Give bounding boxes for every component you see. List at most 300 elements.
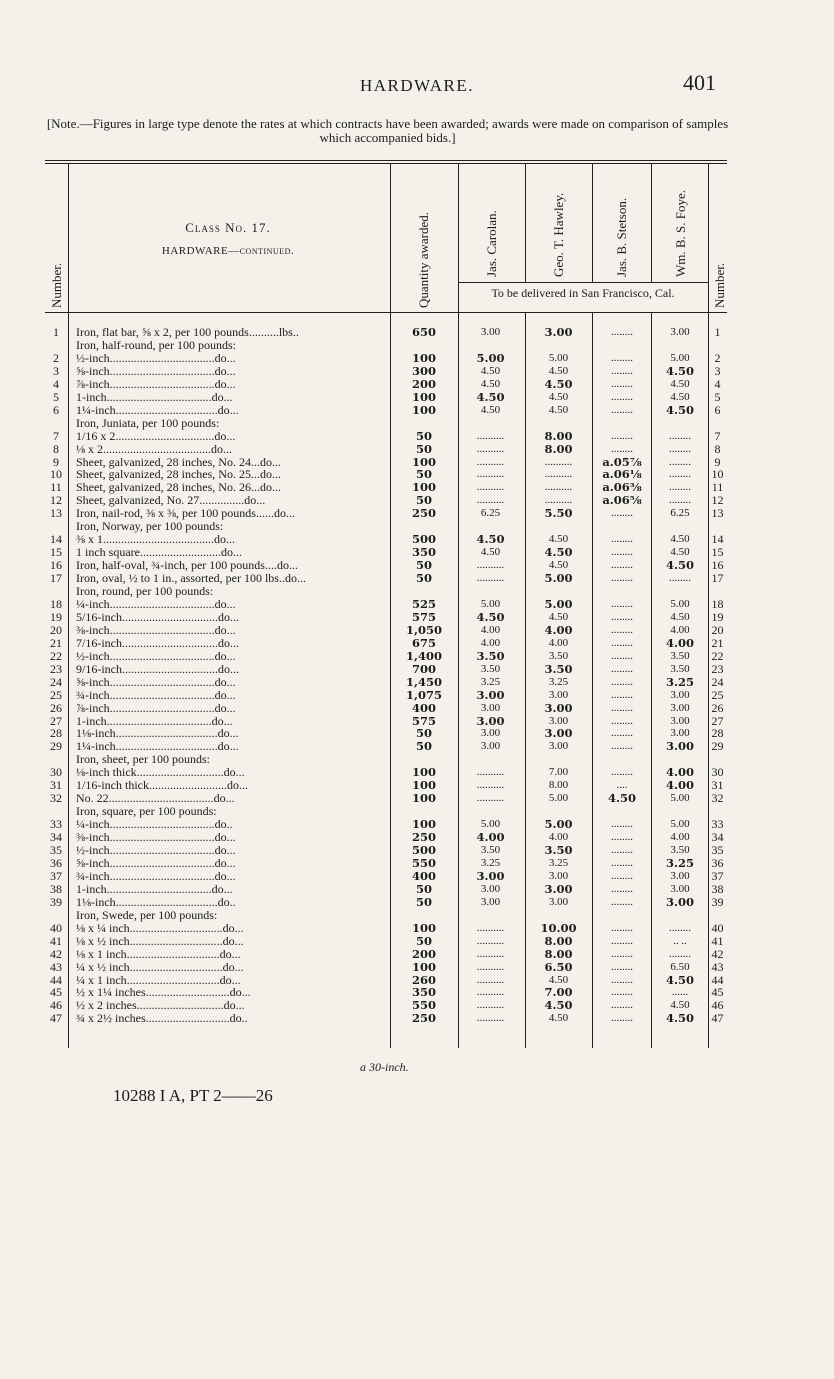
bid-value: 3.00 bbox=[670, 326, 690, 338]
quantity-awarded: 500 bbox=[411, 533, 436, 547]
bid-value: 5.00 bbox=[480, 818, 501, 831]
item-description: ⅛ x 1 inch...............................do... bbox=[76, 947, 241, 961]
row-number-right: 17 bbox=[711, 572, 724, 586]
table-row bbox=[45, 961, 727, 974]
bid-value: .......... bbox=[476, 1012, 505, 1025]
bid-value: 4.50 bbox=[476, 610, 505, 624]
bid-value: 3.00 bbox=[480, 895, 501, 908]
table-row bbox=[45, 326, 727, 339]
row-number: 10 bbox=[50, 468, 62, 482]
col-header-bidder-3: Jas. B. Stetson. bbox=[614, 197, 629, 277]
bid-value: ........ bbox=[611, 429, 633, 442]
row-number: 46 bbox=[50, 999, 62, 1013]
bid-value: 4.50 bbox=[670, 999, 690, 1012]
bid-value: 3.00 bbox=[670, 869, 690, 882]
table-row bbox=[45, 430, 727, 443]
row-number: 22 bbox=[50, 649, 62, 663]
item-description: ¾ x 2½ inches............................do.. bbox=[76, 1012, 248, 1026]
item-description: ⅝-inch...................................do... bbox=[76, 675, 236, 689]
bid-value: 4.50 bbox=[665, 973, 694, 987]
row-number: 40 bbox=[50, 921, 62, 935]
table-row bbox=[45, 598, 727, 611]
item-description: ⅛-inch thick.............................do... bbox=[76, 766, 245, 780]
table-row bbox=[45, 572, 727, 585]
table-row bbox=[45, 922, 727, 935]
bid-value: ........ bbox=[611, 326, 633, 338]
bid-value: .......... bbox=[476, 999, 505, 1012]
table-row bbox=[45, 650, 727, 663]
row-number-right: 8 bbox=[714, 442, 721, 456]
item-description: 1-inch...................................do... bbox=[76, 882, 233, 896]
row-number-right: 18 bbox=[711, 597, 724, 611]
group-heading: Iron, square, per 100 pounds: bbox=[76, 805, 217, 819]
row-number-right: 43 bbox=[711, 960, 724, 974]
bid-value: 5.00 bbox=[670, 792, 690, 805]
bid-value: ........ bbox=[611, 921, 633, 934]
quantity-awarded: 100 bbox=[411, 792, 436, 806]
table-row bbox=[45, 974, 727, 987]
bid-value: .......... bbox=[476, 973, 505, 986]
bid-value: ........ bbox=[669, 442, 691, 455]
bid-value: .......... bbox=[476, 559, 505, 572]
table-row bbox=[45, 378, 727, 391]
item-description: Sheet, galvanized, 28 inches, No. 24...do... bbox=[76, 455, 281, 469]
table-row bbox=[45, 494, 727, 507]
bid-value: ........ bbox=[669, 572, 691, 585]
row-number-right: 41 bbox=[711, 934, 724, 948]
bid-value: 6.25 bbox=[670, 507, 690, 520]
quantity-awarded: 50 bbox=[415, 494, 432, 508]
bid-value: 4.00 bbox=[476, 831, 505, 845]
row-number-right: 11 bbox=[711, 481, 724, 495]
delivery-rule bbox=[458, 282, 708, 283]
bid-value: ........ bbox=[611, 662, 633, 675]
row-number-right: 31 bbox=[711, 779, 724, 793]
quantity-awarded: 100 bbox=[411, 351, 436, 365]
bid-value: 3.00 bbox=[480, 727, 501, 740]
bid-value: 4.00 bbox=[670, 831, 690, 844]
quantity-awarded: 100 bbox=[411, 818, 436, 832]
bid-value: ........ bbox=[611, 597, 633, 610]
item-description: ⅝-inch...................................do... bbox=[76, 364, 236, 378]
bid-value: 4.50 bbox=[476, 390, 505, 404]
quantity-awarded: 250 bbox=[411, 1012, 436, 1026]
bid-value: 3.25 bbox=[665, 856, 694, 870]
quantity-awarded: 250 bbox=[411, 831, 436, 845]
bid-value: 4.00 bbox=[548, 636, 569, 649]
row-number-right: 42 bbox=[711, 947, 724, 961]
bid-value: 4.50 bbox=[548, 610, 569, 623]
row-number: 4 bbox=[53, 377, 59, 391]
row-number: 9 bbox=[53, 455, 59, 469]
item-description: 1 inch square...........................do... bbox=[76, 546, 242, 560]
bid-value: 5.00 bbox=[670, 818, 690, 831]
table-row bbox=[45, 792, 727, 805]
bid-value: 4.00 bbox=[548, 831, 569, 844]
bid-value: ........ bbox=[611, 766, 633, 779]
item-description: No. 22...................................do... bbox=[76, 792, 235, 806]
item-description: ¼ x 1 inch...............................do... bbox=[76, 973, 241, 987]
row-number: 16 bbox=[50, 559, 62, 573]
bid-value: ........ bbox=[611, 986, 633, 999]
row-number-right: 19 bbox=[711, 610, 724, 624]
bid-value: 5.00 bbox=[548, 792, 569, 805]
bid-value: 8.00 bbox=[544, 429, 573, 443]
bid-value: ........ bbox=[611, 559, 633, 572]
bid-value: 4.50 bbox=[665, 403, 694, 417]
row-number: 36 bbox=[50, 856, 62, 870]
quantity-awarded: 100 bbox=[411, 390, 436, 404]
table-row bbox=[45, 857, 727, 870]
row-number: 43 bbox=[50, 960, 62, 974]
row-number-right: 21 bbox=[711, 636, 724, 650]
bid-value: 4.50 bbox=[544, 546, 573, 560]
bid-value: ...... bbox=[671, 986, 689, 999]
bid-value: 3.00 bbox=[476, 869, 505, 883]
quantity-awarded: 500 bbox=[411, 844, 436, 857]
bid-value: 3.50 bbox=[480, 662, 501, 675]
bid-value: a.06⅜ bbox=[602, 481, 642, 495]
bid-value: 3.25 bbox=[480, 675, 501, 688]
row-number: 5 bbox=[53, 390, 59, 404]
bid-value: ........ bbox=[611, 999, 633, 1012]
row-number: 13 bbox=[50, 507, 62, 521]
bid-value: 5.00 bbox=[480, 597, 501, 610]
bid-value: 3.25 bbox=[548, 856, 569, 869]
quantity-awarded: 50 bbox=[415, 895, 432, 909]
table-row bbox=[45, 715, 727, 728]
quantity-awarded: 200 bbox=[411, 377, 436, 391]
row-number: 34 bbox=[50, 831, 62, 845]
table-row bbox=[45, 456, 727, 469]
item-description: 1/16 x 2.................................do... bbox=[76, 429, 236, 443]
bid-value: 3.00 bbox=[480, 701, 501, 714]
item-description: ¼-inch...................................do.. bbox=[76, 818, 233, 832]
item-description: ⅛ x ¼ inch...............................do... bbox=[76, 921, 244, 935]
quantity-awarded: 400 bbox=[411, 701, 436, 715]
row-number-right: 12 bbox=[711, 494, 724, 508]
bid-value: 4.50 bbox=[544, 999, 573, 1013]
item-description: Iron, nail-rod, ⅜ x ⅜, per 100 pounds......do... bbox=[76, 507, 295, 521]
bid-value: 8.00 bbox=[544, 442, 573, 456]
bid-value: ........ bbox=[611, 1012, 633, 1025]
bid-value: .... bbox=[616, 779, 628, 792]
bid-value: 8.00 bbox=[544, 947, 573, 961]
quantity-awarded: 675 bbox=[411, 636, 436, 650]
bid-value: 4.50 bbox=[480, 377, 501, 390]
bid-value: ........ bbox=[611, 364, 633, 377]
quantity-awarded: 50 bbox=[415, 727, 432, 741]
bid-value: 3.50 bbox=[670, 662, 690, 675]
quantity-awarded: 250 bbox=[411, 507, 436, 521]
row-number-right: 30 bbox=[711, 766, 724, 780]
bid-value: 4.00 bbox=[670, 623, 690, 636]
bid-value: ........ bbox=[669, 481, 691, 494]
bid-value: ........ bbox=[611, 947, 633, 960]
row-number-right: 38 bbox=[711, 882, 724, 896]
quantity-awarded: 350 bbox=[411, 546, 436, 560]
row-number: 21 bbox=[50, 636, 62, 650]
bid-value: 6.25 bbox=[480, 507, 501, 520]
quantity-awarded: 50 bbox=[415, 934, 432, 948]
bid-value: ........ bbox=[669, 455, 691, 468]
col-divider bbox=[525, 163, 526, 282]
bid-value: .......... bbox=[544, 455, 573, 468]
bid-value: 5.00 bbox=[476, 351, 505, 365]
table-row bbox=[45, 727, 727, 740]
item-description: 7/16-inch................................do... bbox=[76, 636, 239, 650]
quantity-awarded: 550 bbox=[411, 999, 436, 1013]
bid-value: 4.50 bbox=[480, 546, 501, 559]
bid-value: 4.50 bbox=[480, 403, 501, 416]
page-header-title: HARDWARE. bbox=[359, 76, 475, 95]
row-number: 26 bbox=[50, 701, 62, 715]
row-number-right: 34 bbox=[711, 831, 724, 845]
bid-value: 7.00 bbox=[544, 986, 573, 1000]
item-description: Iron, half-oval, ¾-inch, per 100 pounds....do... bbox=[76, 559, 298, 573]
quantity-awarded: 200 bbox=[411, 947, 436, 961]
row-number-right: 7 bbox=[714, 429, 721, 443]
col-divider bbox=[592, 163, 593, 282]
row-number-right: 36 bbox=[711, 856, 724, 870]
item-description: ⅞-inch...................................do... bbox=[76, 701, 236, 715]
bid-value: ........ bbox=[611, 675, 633, 688]
table-row bbox=[45, 689, 727, 702]
bid-value: 3.00 bbox=[548, 688, 569, 701]
item-description: ⅜-inch...................................do... bbox=[76, 623, 236, 637]
row-number: 47 bbox=[50, 1012, 62, 1026]
item-description: ⅜ x 1.....................................do... bbox=[76, 533, 235, 547]
bid-value: 3.00 bbox=[480, 740, 501, 753]
quantity-awarded: 50 bbox=[415, 572, 432, 586]
bid-value: ........ bbox=[611, 960, 633, 973]
bid-value: ........ bbox=[611, 649, 633, 662]
bid-value: .......... bbox=[476, 468, 505, 481]
table-row bbox=[45, 365, 727, 378]
row-number-right: 10 bbox=[711, 468, 724, 482]
group-heading-row bbox=[45, 585, 727, 598]
bid-value: .......... bbox=[476, 779, 505, 792]
bid-value: 5.00 bbox=[544, 818, 573, 832]
bid-value: 4.50 bbox=[670, 377, 690, 390]
signature-line: 10288 I A, PT 2——26 bbox=[113, 1086, 273, 1105]
row-number-right: 46 bbox=[711, 999, 724, 1013]
bid-value: 3.50 bbox=[670, 649, 690, 662]
bid-value: ........ bbox=[611, 882, 633, 895]
table-row bbox=[45, 443, 727, 456]
bid-value: ........ bbox=[611, 403, 633, 416]
row-number-right: 24 bbox=[711, 675, 724, 689]
table-row bbox=[45, 883, 727, 896]
bid-value: ........ bbox=[611, 623, 633, 636]
bid-value: 3.00 bbox=[670, 727, 690, 740]
item-description: ½-inch...................................do... bbox=[76, 351, 236, 365]
bid-value: 4.50 bbox=[548, 533, 569, 546]
bid-value: ........ bbox=[611, 533, 633, 546]
table-row bbox=[45, 986, 727, 999]
row-number-right: 33 bbox=[711, 818, 724, 832]
bid-value: 4.50 bbox=[548, 973, 569, 986]
bid-value: .......... bbox=[476, 481, 505, 494]
table-top-rule bbox=[45, 160, 727, 161]
bid-value: ........ bbox=[611, 727, 633, 740]
row-number-right: 2 bbox=[714, 351, 721, 365]
item-description: 1/16-inch thick..........................do... bbox=[76, 779, 248, 793]
bid-value: 3.00 bbox=[544, 882, 573, 896]
row-number-right: 5 bbox=[714, 390, 721, 404]
bid-value: 3.50 bbox=[544, 662, 573, 676]
item-description: ⅞-inch...................................do... bbox=[76, 377, 236, 391]
item-description: 1¼-inch..................................do... bbox=[76, 403, 239, 417]
bid-value: 5.00 bbox=[670, 351, 690, 364]
table-row bbox=[45, 624, 727, 637]
bid-value: ........ bbox=[611, 831, 633, 844]
bid-value: .......... bbox=[476, 792, 505, 805]
table-row bbox=[45, 663, 727, 676]
table-row bbox=[45, 999, 727, 1012]
table-row bbox=[45, 481, 727, 494]
table-row bbox=[45, 611, 727, 624]
bid-value: ........ bbox=[611, 869, 633, 882]
table-row bbox=[45, 779, 727, 792]
row-number-right: 27 bbox=[711, 714, 724, 728]
quantity-awarded: 100 bbox=[411, 960, 436, 974]
bid-value: 5.00 bbox=[548, 351, 569, 364]
row-number-right: 40 bbox=[711, 921, 724, 935]
group-heading-row bbox=[45, 753, 727, 766]
bid-value: .......... bbox=[476, 572, 505, 585]
row-number: 2 bbox=[53, 351, 59, 365]
bid-value: 3.25 bbox=[548, 675, 569, 688]
item-description: 1-inch...................................do... bbox=[76, 390, 233, 404]
row-number-right: 23 bbox=[711, 662, 724, 676]
row-number: 18 bbox=[50, 597, 62, 611]
row-number: 32 bbox=[50, 792, 62, 806]
bid-value: ........ bbox=[611, 844, 633, 856]
quantity-awarded: 50 bbox=[415, 559, 432, 573]
bid-value: ........ bbox=[611, 740, 633, 753]
row-number-right: 13 bbox=[711, 507, 724, 521]
bid-value: 3.00 bbox=[480, 882, 501, 895]
row-number: 15 bbox=[50, 546, 62, 560]
quantity-awarded: 650 bbox=[411, 326, 436, 339]
class-subtitle: HARDWARE—continued. bbox=[161, 245, 295, 257]
row-number: 38 bbox=[50, 882, 62, 896]
bid-value: .......... bbox=[476, 455, 505, 468]
bid-value: ........ bbox=[611, 636, 633, 649]
group-heading-row bbox=[45, 339, 727, 352]
bid-value: 10.00 bbox=[540, 921, 577, 935]
row-number: 29 bbox=[50, 740, 62, 754]
bid-value: 3.00 bbox=[480, 326, 501, 338]
bid-value: 4.50 bbox=[476, 533, 505, 547]
group-heading-row bbox=[45, 909, 727, 922]
item-description: Iron, oval, ½ to 1 in., assorted, per 100 lbs..do... bbox=[76, 572, 306, 586]
bid-value: 3.00 bbox=[476, 714, 505, 728]
row-number: 41 bbox=[50, 934, 62, 948]
group-heading-row bbox=[45, 520, 727, 533]
bid-table bbox=[45, 160, 727, 1048]
row-number: 30 bbox=[50, 766, 62, 780]
table-row bbox=[45, 546, 727, 559]
row-number: 23 bbox=[50, 662, 62, 676]
row-number: 28 bbox=[50, 727, 62, 741]
bid-value: 5.50 bbox=[544, 507, 573, 521]
bid-value: .......... bbox=[476, 429, 505, 442]
row-number: 31 bbox=[50, 779, 62, 793]
quantity-awarded: 350 bbox=[411, 986, 436, 1000]
group-heading: Iron, Swede, per 100 pounds: bbox=[76, 908, 218, 922]
item-description: ⅛ x ½ inch...............................do... bbox=[76, 934, 244, 948]
row-number: 35 bbox=[50, 844, 62, 857]
bid-value: 3.00 bbox=[548, 895, 569, 908]
bid-value: 5.00 bbox=[670, 597, 690, 610]
item-description: Sheet, galvanized, 28 inches, No. 25...do... bbox=[76, 468, 281, 482]
bid-value: ........ bbox=[611, 377, 633, 390]
group-heading: Iron, round, per 100 pounds: bbox=[76, 585, 214, 598]
page-number: 401 bbox=[683, 70, 716, 95]
row-number: 12 bbox=[50, 494, 62, 508]
row-number: 39 bbox=[50, 895, 62, 909]
bid-value: 3.00 bbox=[665, 740, 694, 754]
col-header-number-right: Number. bbox=[712, 262, 727, 308]
bid-value: ........ bbox=[669, 429, 691, 442]
table-row bbox=[45, 391, 727, 404]
bid-value: ........ bbox=[611, 572, 633, 585]
table-row bbox=[45, 468, 727, 481]
bid-value: a.06⅛ bbox=[602, 468, 642, 482]
row-number-right: 47 bbox=[711, 1012, 724, 1026]
col-header-quantity: Quantity awarded. bbox=[416, 211, 431, 308]
delivery-note: To be delivered in San Francisco, Cal. bbox=[491, 286, 675, 300]
row-number: 42 bbox=[50, 947, 62, 961]
bid-value: 5.00 bbox=[544, 572, 573, 586]
bid-value: 4.00 bbox=[480, 636, 501, 649]
item-description: ¾-inch...................................do... bbox=[76, 869, 236, 883]
bid-value: 5.00 bbox=[544, 597, 573, 611]
bid-value: 3.50 bbox=[480, 844, 501, 856]
note-text: [Note.—Figures in large type denote the rates at which contracts have been awarded; awards were made on comparison of samples which accompanied bids.] bbox=[46, 116, 729, 145]
row-number: 24 bbox=[50, 675, 62, 689]
row-number-right: 26 bbox=[711, 701, 724, 715]
col-header-bidder-4: Wm. B. S. Foye. bbox=[673, 189, 688, 277]
row-number-right: 45 bbox=[711, 986, 724, 1000]
group-heading: Iron, Norway, per 100 pounds: bbox=[76, 520, 224, 534]
bid-value: 4.00 bbox=[665, 636, 694, 650]
row-number-right: 25 bbox=[711, 688, 724, 702]
bid-value: 3.50 bbox=[476, 649, 505, 663]
item-description: 1⅛-inch..................................do.. bbox=[76, 895, 236, 909]
footnote: a 30-inch. bbox=[360, 1060, 409, 1074]
item-description: ⅜-inch...................................do... bbox=[76, 831, 236, 845]
bid-value: .......... bbox=[476, 947, 505, 960]
bid-value: .......... bbox=[476, 986, 505, 999]
bid-value: ........ bbox=[611, 895, 633, 908]
group-heading-row bbox=[45, 805, 727, 818]
bid-value: .......... bbox=[476, 934, 505, 947]
item-description: Sheet, galvanized, 28 inches, No. 26...do... bbox=[76, 481, 281, 495]
bid-value: 4.50 bbox=[548, 1012, 569, 1025]
table-row bbox=[45, 507, 727, 520]
table-row bbox=[45, 844, 727, 857]
bid-value: 8.00 bbox=[548, 779, 569, 792]
quantity-awarded: 575 bbox=[411, 714, 436, 728]
row-number: 20 bbox=[50, 623, 62, 637]
bid-value: 4.50 bbox=[607, 792, 636, 806]
table-row bbox=[45, 831, 727, 844]
quantity-awarded: 400 bbox=[411, 869, 436, 883]
quantity-awarded: 50 bbox=[415, 882, 432, 896]
